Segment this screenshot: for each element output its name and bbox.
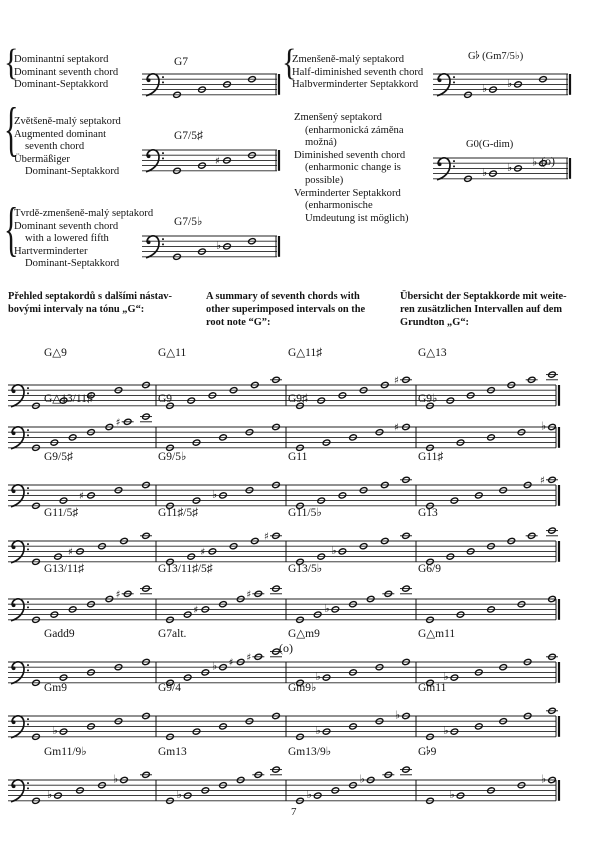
flat-icon: ♭ <box>443 670 449 684</box>
heading-english: A summary of seventh chords with other superimposed intervals on the root note “G”: <box>206 291 366 328</box>
flat-icon: ♭ <box>541 772 547 786</box>
sharp-icon: ♯ <box>79 490 84 502</box>
chord-symbol: G9/4 <box>158 682 181 694</box>
chord-description: Zvětšeně-malý septakord Augmented dominant seventh chord Übermäßiger Dominant-Septakkord <box>14 116 121 178</box>
whole-note <box>382 590 394 597</box>
whole-note <box>546 527 558 536</box>
flat-icon: ♭ <box>216 238 222 252</box>
whole-note <box>526 376 538 383</box>
chord-symbol: G△m9 <box>288 628 320 640</box>
staff-half-diminished <box>433 54 568 114</box>
flat-icon: ♭ <box>507 76 513 90</box>
chord-symbol: G13/11♯/5♯ <box>158 563 213 575</box>
whole-note <box>140 413 152 422</box>
whole-note <box>360 773 375 786</box>
sharp-icon: ♯ <box>540 475 545 487</box>
whole-note <box>270 585 282 594</box>
staff-system <box>8 465 556 525</box>
staff-system <box>8 521 556 581</box>
chord-symbol: G11♯ <box>418 451 444 463</box>
chord-symbol: G△13/11♯ <box>44 393 93 405</box>
staff-system <box>8 760 556 820</box>
chord-description: Dominantní septakord Dominant seventh chord Dominant-Septakkord <box>14 54 119 91</box>
brace: { <box>4 41 19 83</box>
flat-icon: ♭ <box>315 724 321 738</box>
chord-symbol: G13/11♯ <box>44 563 84 575</box>
flat-icon: ♭ <box>315 670 321 684</box>
staff-g7 <box>142 54 277 114</box>
whole-note <box>546 371 558 380</box>
staff-diminished <box>433 138 568 198</box>
brace: { <box>4 197 19 263</box>
parenthesized-note: (o) <box>279 641 293 655</box>
whole-note <box>541 773 556 786</box>
whole-note <box>395 709 410 722</box>
brace: { <box>4 97 19 163</box>
whole-note <box>140 532 152 539</box>
heading-german: Übersicht der Septakkorde mit weite- ren zusätzlichen Intervallen auf dem Grundton „G“: <box>400 291 567 328</box>
sharp-icon: ♯ <box>115 417 121 429</box>
sharp-icon: ♯ <box>246 652 252 664</box>
whole-note <box>252 771 264 778</box>
sharp-icon: ♯ <box>228 657 234 669</box>
flat-icon: ♭ <box>176 788 182 802</box>
flat-icon: ♭ <box>482 166 488 180</box>
flat-icon: ♭ <box>331 543 337 557</box>
parenthesized-note: (o) <box>541 154 555 168</box>
chord-symbol: G△11 <box>158 347 187 359</box>
chord-symbol: G7/5♭ <box>174 216 203 228</box>
whole-note <box>400 476 412 483</box>
staff-system <box>8 407 556 467</box>
chord-symbol: G11/5♭ <box>288 507 322 519</box>
chord-symbol: G9/5♯ <box>44 451 73 463</box>
chord-symbol: Gm9♭ <box>288 682 317 694</box>
sharp-icon: ♯ <box>115 589 121 601</box>
chord-symbol: G7alt. <box>158 628 187 640</box>
flat-icon: ♭ <box>212 659 218 673</box>
chord-symbol: Gm13 <box>158 746 187 758</box>
chord-symbol: G△13 <box>418 347 447 359</box>
chord-symbol: G11 <box>288 451 308 463</box>
whole-note <box>507 381 515 388</box>
flat-icon: ♭ <box>324 601 330 615</box>
chord-symbol: Gm11 <box>418 682 447 694</box>
brace: { <box>282 41 297 83</box>
sharp-icon: ♯ <box>215 155 220 167</box>
whole-note <box>507 537 515 544</box>
chord-description: Tvrdě-zmenšeně-malý septakord Dominant seventh chord with a lowered fifth Hartverminderter Dominant-Septakkord <box>14 208 154 270</box>
chord-symbol: G9♭ <box>418 393 438 405</box>
chord-symbol: G△9 <box>44 347 67 359</box>
chord-symbol: G9/5♭ <box>158 451 187 463</box>
chord-symbol: G△11♯ <box>288 347 322 359</box>
chord-description: Zmenšeně-malý septakord Half-diminished seventh chord Halbverminderter Septakkord <box>292 54 424 91</box>
chord-symbol: G𝄬9 <box>418 746 437 758</box>
flat-icon: ♭ <box>52 724 58 738</box>
chord-symbol: Gm9 <box>44 682 67 694</box>
whole-note <box>140 585 152 594</box>
chord-symbol: G9 <box>158 393 173 405</box>
staff-g7-5sharp <box>142 130 277 190</box>
whole-note <box>270 766 282 775</box>
whole-note <box>400 532 412 539</box>
flat-icon: ♭ <box>507 160 513 174</box>
whole-note <box>541 420 556 433</box>
chord-symbol: G𝄬 (Gm7/5♭) <box>468 51 524 62</box>
sharp-icon: ♯ <box>394 375 399 387</box>
heading-czech: Přehled septakordů s dalšími nástav- bovými intervaly na tónu „G“: <box>8 291 172 315</box>
chord-symbol: G11♯/5♯ <box>158 507 198 519</box>
flat-icon: ♭ <box>359 772 365 786</box>
chord-description: Zmenšený septakord (enharmonická záměna možná) Diminished seventh chord (enharmonic change is possible) Verminderter Septakkord (enharmonische Umdeutung ist möglich) <box>294 112 409 224</box>
chord-symbol: G6/9 <box>418 563 441 575</box>
staff-g7-5flat <box>142 216 277 276</box>
chord-symbol: G0(G-dim) <box>466 139 514 150</box>
staff-system <box>8 696 556 756</box>
sharp-icon: ♯ <box>193 604 199 616</box>
whole-note <box>140 771 152 778</box>
whole-note <box>113 773 128 786</box>
flat-icon: ♭ <box>395 708 401 722</box>
whole-note <box>526 532 538 539</box>
chord-symbol: G△m11 <box>418 628 456 640</box>
flat-icon: ♭ <box>47 788 53 802</box>
chord-symbol: G11/5♯ <box>44 507 79 519</box>
sharp-icon: ♯ <box>246 589 252 601</box>
whole-note <box>400 585 412 594</box>
flat-icon: ♭ <box>443 724 449 738</box>
flat-icon: ♭ <box>532 155 538 169</box>
chord-symbol: G13/5♭ <box>288 563 323 575</box>
flat-icon: ♭ <box>212 487 218 501</box>
sharp-icon: ♯ <box>264 531 269 543</box>
flat-icon: ♭ <box>449 788 455 802</box>
staff-system <box>8 579 556 639</box>
flat-icon: ♭ <box>541 419 547 433</box>
chord-symbol: G7/5♯ <box>174 130 203 142</box>
chord-symbol: G7 <box>174 56 189 68</box>
sharp-icon: ♯ <box>200 546 206 558</box>
whole-note <box>400 766 412 775</box>
whole-note <box>546 707 558 714</box>
whole-note <box>546 653 558 660</box>
chord-symbol: Gadd9 <box>44 628 75 640</box>
whole-note <box>270 376 282 383</box>
flat-icon: ♭ <box>306 788 312 802</box>
sharp-icon: ♯ <box>68 546 73 558</box>
flat-icon: ♭ <box>113 772 119 786</box>
chord-symbol: Gm13/9♭ <box>288 746 332 758</box>
page-number: 7 <box>291 806 297 818</box>
chord-symbol: Gm11/9♭ <box>44 746 87 758</box>
whole-note <box>382 771 394 778</box>
sharp-icon: ♯ <box>394 422 399 434</box>
flat-icon: ♭ <box>482 82 488 96</box>
chord-symbol: G13 <box>418 507 438 519</box>
chord-symbol: G9♯ <box>288 393 308 405</box>
